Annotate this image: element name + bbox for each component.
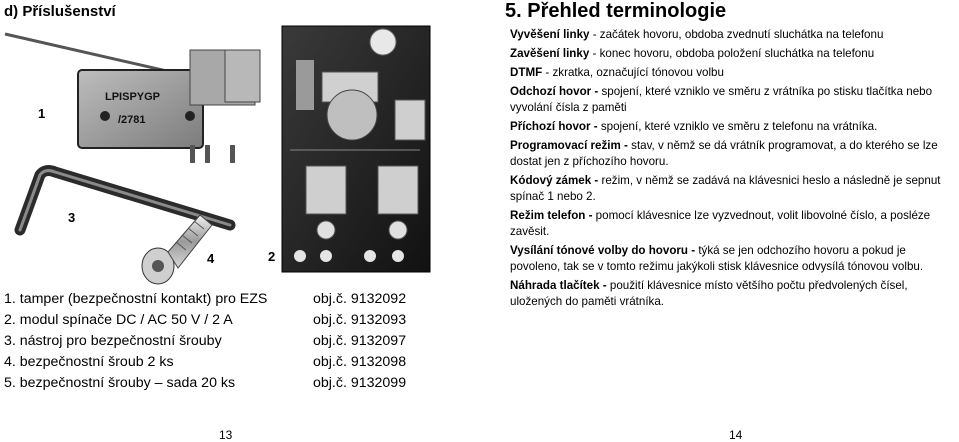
item-name: 4. bezpečnostní šroub 2 ks xyxy=(4,354,174,370)
term-definition: - konec hovoru, obdoba položení sluchátka na telefonu xyxy=(589,47,875,60)
item-name: 3. nástroj pro bezpečnostní šrouby xyxy=(4,333,222,349)
list-item xyxy=(4,352,424,373)
term-definition: týká se jen odchozího hovoru a pokud je povoleno, tak se v tomto režimu jakýkoli stisk klávesnice odvysílá tónovou volbu. xyxy=(510,244,924,273)
security-screw xyxy=(142,215,212,284)
item-order-code: obj.č. 9132092 xyxy=(313,291,407,307)
term-entry xyxy=(510,208,958,240)
term-definition: - zkratka, označující tónovou volbu xyxy=(542,66,724,79)
switch-module-board xyxy=(282,26,430,272)
list-item xyxy=(4,331,424,352)
item-order-code: obj.č. 9132099 xyxy=(313,375,407,391)
term-name: Náhrada tlačítek - xyxy=(510,279,607,292)
photo-label-4: 4 xyxy=(207,251,215,266)
term-name: DTMF xyxy=(510,66,543,79)
term-name: Zavěšení linky xyxy=(510,47,590,60)
item-order-code: obj.č. 9132093 xyxy=(313,312,407,328)
term-definition: - začátek hovoru, obdoba zvednutí sluchátka na telefonu xyxy=(589,28,884,41)
term-entry xyxy=(510,138,958,170)
term-entry xyxy=(510,46,958,62)
term-name: Odchozí hovor - xyxy=(510,85,599,98)
photo-label-3: 3 xyxy=(68,210,76,225)
accessories-list xyxy=(4,289,424,394)
photo-label-2: 2 xyxy=(268,249,276,264)
term-definition: režim, v němž se zadává na klávesnici heslo a následně je sepnut spínač 1 nebo 2. xyxy=(510,174,941,203)
term-name: Vyvěšení linky xyxy=(510,28,590,41)
page-number-left: 13 xyxy=(219,428,233,442)
term-entry xyxy=(510,119,958,135)
term-entry xyxy=(510,243,958,275)
list-item xyxy=(4,289,424,310)
terminology-list xyxy=(510,27,958,313)
item-name: 1. tamper (bezpečnostní kontakt) pro EZS xyxy=(4,291,268,307)
term-definition: pomocí klávesnice lze vyzvednout, volit libovolné číslo, a posléze zavěsit. xyxy=(510,209,931,238)
photo-label-1: 1 xyxy=(38,106,46,121)
term-definition: spojení, které vzniklo ve směru z vrátníka po stisku tlačítka nebo vyvolání čísla z paměti xyxy=(510,85,933,114)
term-name: Programovací režim - xyxy=(510,139,628,152)
section-heading-terminology: 5. Přehled terminologie xyxy=(505,0,727,22)
item-order-code: obj.č. 9132097 xyxy=(313,333,407,349)
section-heading-accessories: d) Příslušenství xyxy=(4,3,116,20)
term-name: Kódový zámek - xyxy=(510,174,599,187)
term-entry xyxy=(510,27,958,43)
page-number-right: 14 xyxy=(729,428,743,442)
item-name: 2. modul spínače DC / AC 50 V / 2 A xyxy=(4,312,233,328)
term-definition: použití klávesnice místo většího počtu předvolených čísel, uložených do paměti vrátníka. xyxy=(510,279,908,308)
term-definition: spojení, které vzniklo ve směru z telefonu na vrátníka. xyxy=(597,120,878,133)
term-entry xyxy=(510,173,958,205)
term-name: Příchozí hovor - xyxy=(510,120,598,133)
term-definition: stav, v němž se dá vrátník programovat, a do kterého se lze dostat jen z příchozího hovoru. xyxy=(510,139,938,168)
microswitch-tamper xyxy=(78,50,260,163)
term-entry xyxy=(510,84,958,116)
term-name: Vysílání tónové volby do hovoru - xyxy=(510,244,696,257)
switch-text-2: /2781 xyxy=(118,114,146,126)
term-name: Režim telefon - xyxy=(510,209,593,222)
term-entry xyxy=(510,65,958,81)
list-item xyxy=(4,373,424,394)
list-item xyxy=(4,310,424,331)
item-order-code: obj.č. 9132098 xyxy=(313,354,407,370)
term-entry xyxy=(510,278,958,310)
switch-text-1: LPISPYGP xyxy=(105,91,161,103)
item-name: 5. bezpečnostní šrouby – sada 20 ks xyxy=(4,375,236,391)
accessories-photo xyxy=(0,20,470,290)
accessories-illustration xyxy=(0,20,470,290)
